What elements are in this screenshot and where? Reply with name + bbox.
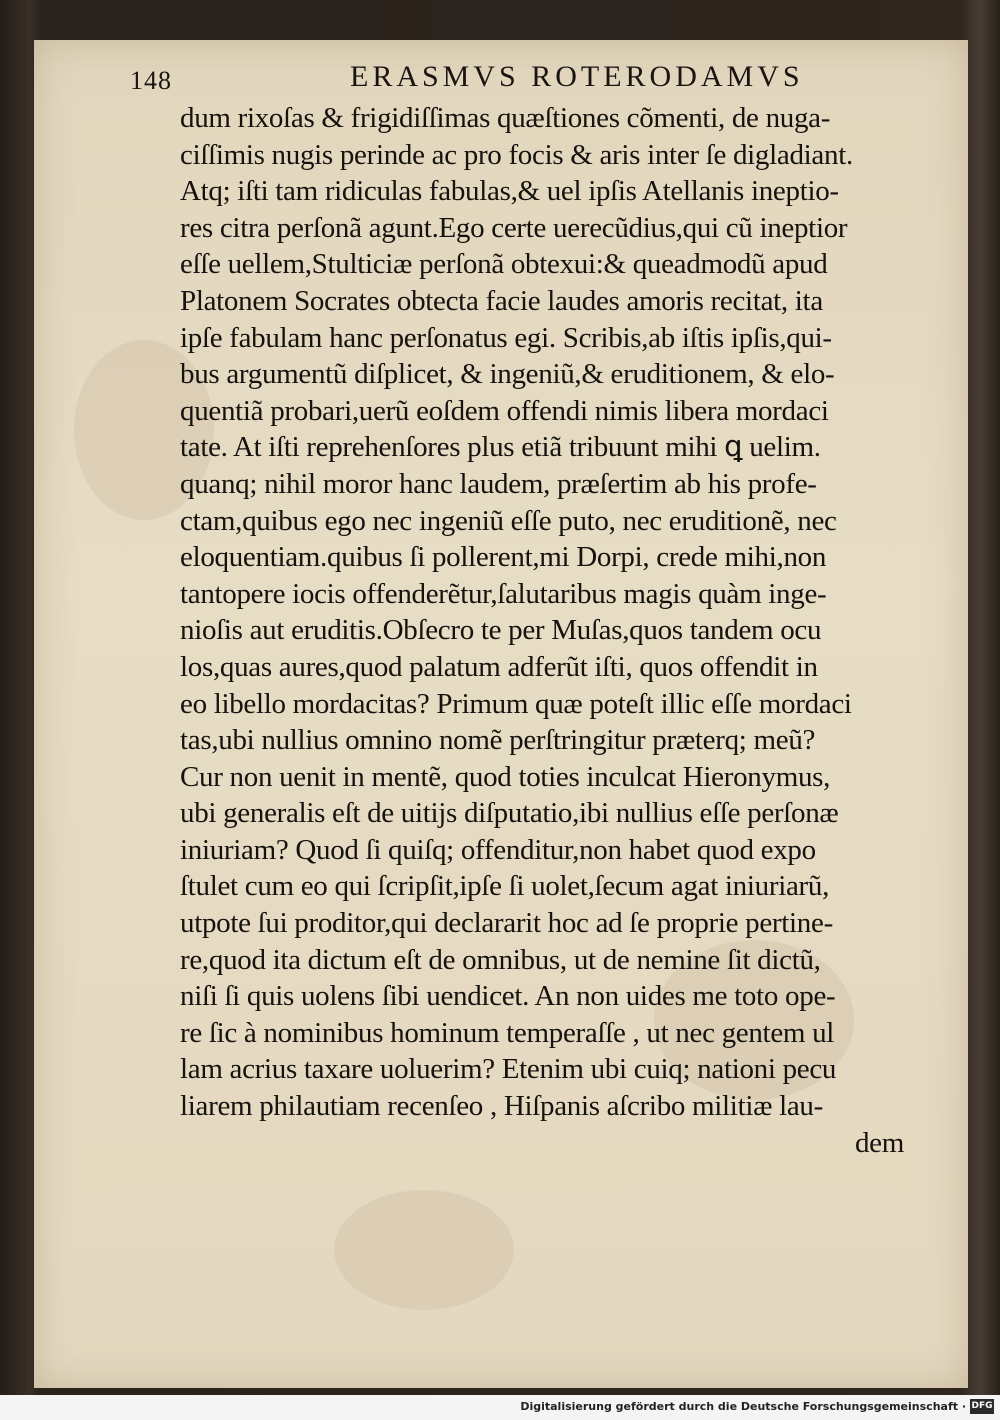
text-line: tantopere iocis offenderẽtur,ſalutaribus magis quàm inge- <box>180 577 827 610</box>
text-line: lam acrius taxare uoluerim? Etenim ubi cuiq; nationi pecu <box>180 1053 837 1086</box>
text-line: dum rixoſas & frigidiſſimas quæſtiones cõmenti, de nuga- <box>180 102 831 134</box>
digitization-footer <box>0 1395 1000 1420</box>
text-line: nioſis aut eruditis.Obſecro te per Muſas,quos tandem ocu <box>180 614 822 647</box>
paper-stain <box>334 1190 514 1310</box>
text-line: ciſſimis nugis perinde ac pro focis & aris inter ſe digladiant. <box>180 138 853 171</box>
text-line: los,quas aures,quod palatum adferũt iſti, quos offendit in <box>180 650 818 683</box>
text-line: re,quod ita dictum eſt de omnibus, ut de nemine ſit dictũ, <box>180 943 821 976</box>
text-line: Platonem Socrates obtecta facie laudes amoris recitat, ita <box>180 284 823 317</box>
text-line: Atq; iſti tam ridiculas fabulas,& uel ipſis Atellanis ineptio- <box>180 175 839 208</box>
text-line: utpote ſui proditor,qui declararit hoc ad ſe proprie pertine- <box>180 907 833 940</box>
funding-credit: Digitalisierung gefördert durch die Deutsche Forschungsgemeinschaft · <box>520 1400 966 1413</box>
text-line: quanq; nihil moror hanc laudem, præſertim ab his profe- <box>180 467 817 500</box>
text-line: quentiã probari,uerũ eoſdem offendi nimis libera mordaci <box>180 394 829 427</box>
catchword: dem <box>854 1126 904 1159</box>
text-line: res citra perſonã agunt.Ego certe uerecũdius,qui cũ ineptior <box>180 211 848 244</box>
text-line: tas,ubi nullius omnino nomẽ perſtringitur præterq; meũ? <box>180 724 816 757</box>
text-line: bus argumentũ diſplicet, & ingeniũ,& eruditionem, & elo- <box>180 358 835 391</box>
text-line: niſi ſi quis uolens ſibi uendicet. An non uides me toto ope- <box>180 980 836 1013</box>
text-line: ſtulet cum eo qui ſcripſit,ipſe ſi uolet,ſecum agat iniuriarũ, <box>180 870 830 903</box>
text-line: iniuriam? Quod ſi quiſq; offenditur,non habet quod expo <box>180 833 816 866</box>
text-line: eloquentiam.quibus ſi pollerent,mi Dorpi, crede mihi,non <box>180 541 827 574</box>
dfg-logo: DFG <box>970 1399 994 1414</box>
text-line: liarem philautiam recenſeo , Hiſpanis aſcribo militiæ lau- <box>180 1090 823 1123</box>
page-number: 148 <box>130 66 172 95</box>
text-line: tate. At iſti reprehenſores plus etiã tribuunt mihi ꝗ uelim. <box>180 431 821 464</box>
text-line: ipſe fabulam hanc perſonatus egi. Scribis,ab iſtis ipſis,qui- <box>180 321 832 354</box>
text-line: re ſic à nominibus hominum temperaſſe , ut nec gentem ul <box>180 1016 835 1049</box>
text-line: ubi generalis eſt de uitijs diſputatio,ibi nullius eſſe perſonæ <box>180 797 839 830</box>
body-text <box>180 100 940 1161</box>
running-head <box>130 60 910 100</box>
text-line: Cur non uenit in mentẽ, quod toties inculcat Hieronymus, <box>180 760 831 793</box>
text-line: ctam,quibus ego nec ingeniũ eſſe puto, nec eruditionẽ, nec <box>180 504 837 537</box>
text-line: eo libello mordacitas? Primum quæ poteſt illic eſſe mordaci <box>180 687 852 720</box>
text-line: eſſe uellem,Stulticiæ perſonã obtexui:& queadmodũ apud <box>180 248 828 281</box>
running-title: ERASMVS ROTERODAMVS <box>350 60 804 93</box>
